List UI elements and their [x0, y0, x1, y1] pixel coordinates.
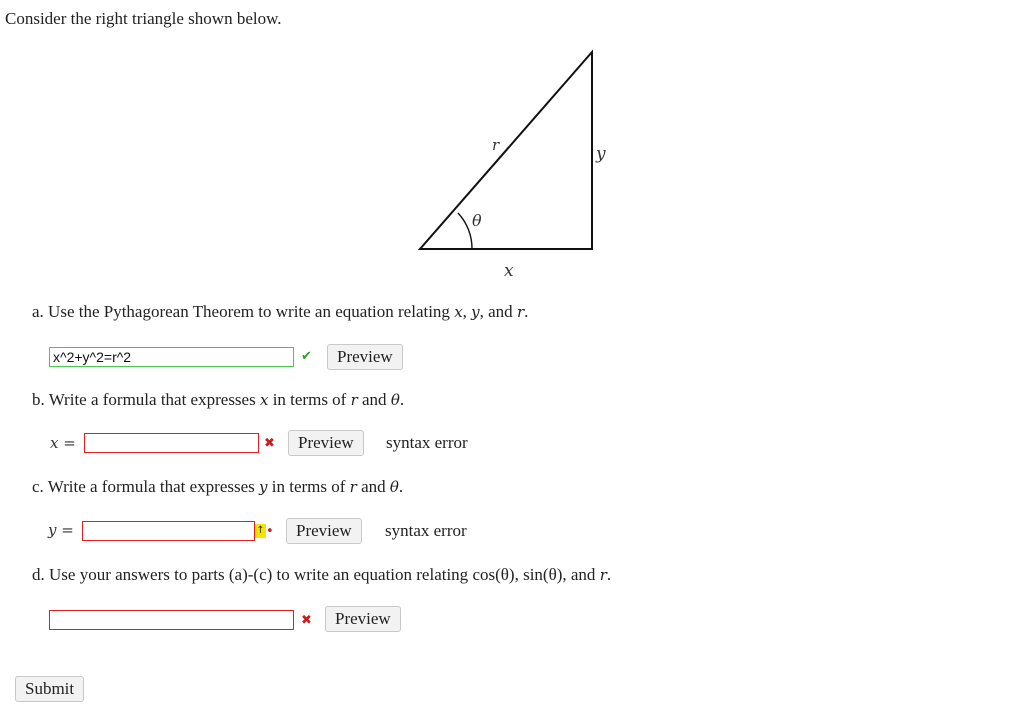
answer-c-input[interactable] [82, 521, 255, 541]
cross-icon: ✖ [301, 613, 312, 628]
answer-b-label: x = [50, 434, 76, 452]
cross-icon: ✖ [264, 436, 275, 451]
cursor-indicator-icon: ↑ [256, 525, 265, 536]
right-triangle-diagram [410, 42, 630, 287]
label-y: y [596, 144, 606, 164]
label-theta: θ [472, 211, 482, 230]
syntax-error-b-message: syntax error [386, 433, 468, 452]
preview-c-button[interactable]: Preview [286, 518, 362, 544]
part-c-prompt: c. Write a formula that expresses y in terms of r and θ. [32, 477, 404, 496]
cross-icon: • [266, 524, 274, 539]
submit-button[interactable]: Submit [15, 676, 84, 702]
check-icon: ✔ [301, 349, 312, 364]
answer-a-input[interactable]: x^2+y^2=r^2 [49, 347, 294, 367]
label-r: r [492, 136, 500, 154]
answer-d-input[interactable] [49, 610, 294, 630]
syntax-error-c-message: syntax error [385, 521, 467, 540]
preview-b-button[interactable]: Preview [288, 430, 364, 456]
preview-d-button[interactable]: Preview [325, 606, 401, 632]
preview-a-button[interactable]: Preview [327, 344, 403, 370]
intro-text: Consider the right triangle shown below. [5, 9, 282, 28]
label-x: x [504, 261, 514, 281]
answer-b-input[interactable] [84, 433, 259, 453]
part-b-prompt: b. Write a formula that expresses x in terms of r and θ. [32, 390, 405, 409]
answer-c-label: y = [48, 521, 74, 539]
part-a-prompt: a. Use the Pythagorean Theorem to write an equation relating x, y, and r. [32, 302, 529, 321]
part-d-prompt: d. Use your answers to parts (a)-(c) to write an equation relating cos(θ), sin(θ), and r. [32, 565, 612, 584]
